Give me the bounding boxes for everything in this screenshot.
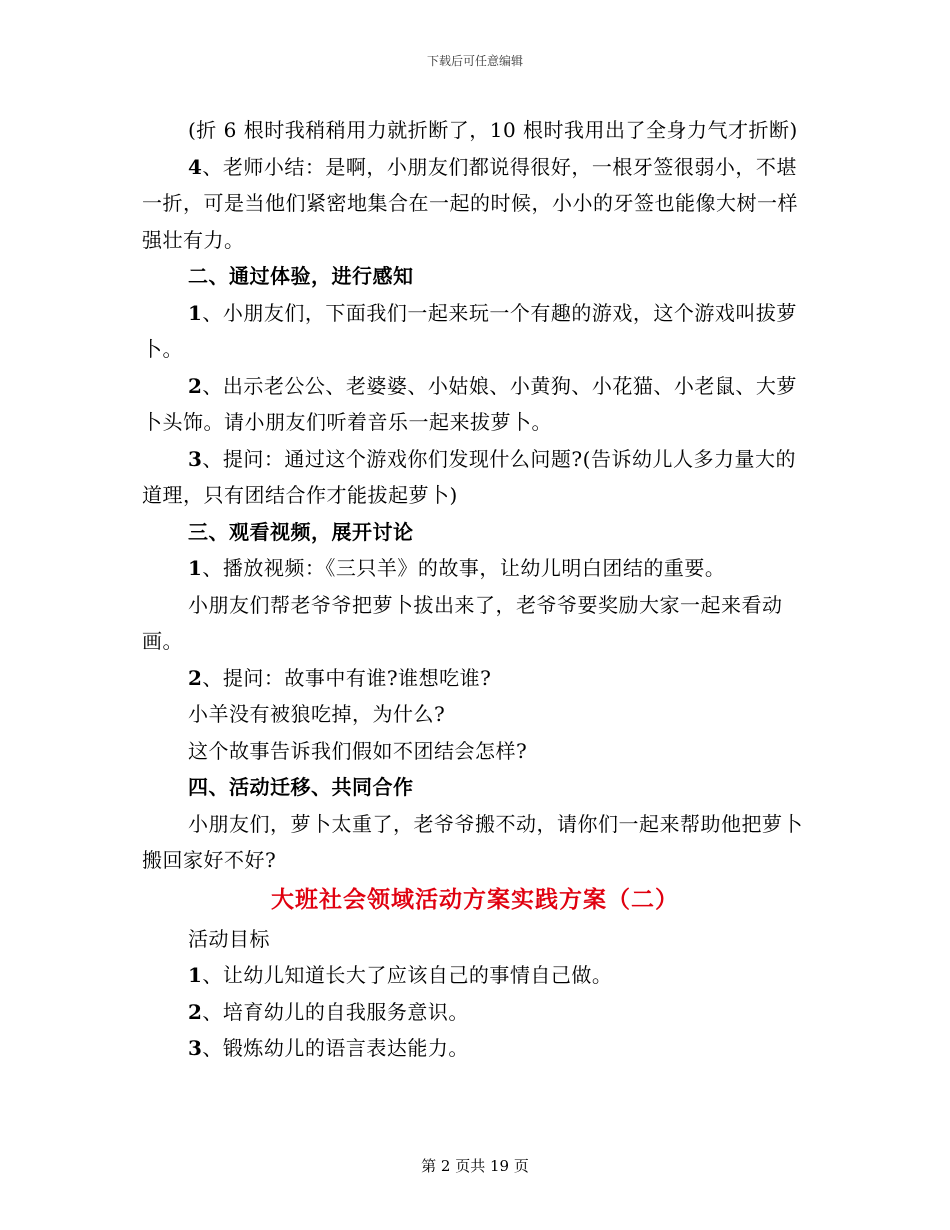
page-footer: 第 2 页共 19 页 xyxy=(421,1157,529,1175)
paragraph-goal-3: 3、锻炼幼儿的语言表达能力。 xyxy=(188,1036,469,1060)
paragraph-teacher-summary: 4、老师小结：是啊，小朋友们都说得很好，一根牙签很弱小，不堪一折，可是当他们紧密地集合在一起的时候，小小的牙签也能像大树一样强壮有力。 xyxy=(142,154,798,252)
paragraph-headwear: 2、出示老公公、老婆婆、小姑娘、小黄狗、小花猫、小老鼠、大萝卜头饰。请小朋友们听着音乐一起来拔萝卜。 xyxy=(142,373,797,434)
paragraph-help-carry: 小朋友们，萝卜太重了，老爷爷搬不动，请你们一起来帮助他把萝卜搬回家好不好? xyxy=(142,811,803,872)
paragraph-goals-label: 活动目标 xyxy=(188,926,270,951)
paragraph-game-intro: 1、小朋友们，下面我们一起来玩一个有趣的游戏，这个游戏叫拔萝卜。 xyxy=(142,300,797,361)
section-heading-3: 三、观看视频，展开讨论 xyxy=(188,519,414,544)
page-header: 下载后可任意编辑 xyxy=(426,54,523,68)
section-title: 大班社会领域活动方案实践方案（二） xyxy=(271,885,679,913)
paragraph-video: 1、播放视频：《三只羊》的故事，让幼儿明白团结的重要。 xyxy=(188,556,726,580)
paragraph-goal-2: 2、培育幼儿的自我服务意识。 xyxy=(188,999,469,1024)
section-heading-2: 二、通过体验，进行感知 xyxy=(188,264,414,288)
paragraph-goal-1: 1、让幼儿知道长大了应该自己的事情自己做。 xyxy=(188,963,613,987)
paragraph-reward: 小朋友们帮老爷爷把萝卜拔出来了，老爷爷要奖励大家一起来看动画。 xyxy=(142,592,783,653)
paragraph-sheep: 小羊没有被狼吃掉，为什么? xyxy=(188,702,446,726)
paragraph-game-question: 3、提问：通过这个游戏你们发现什么问题?(告诉幼儿人多力量大的道理，只有团结合作才能拔起萝卜) xyxy=(142,446,796,507)
section-heading-4: 四、活动迁移、共同合作 xyxy=(188,775,414,799)
document-body xyxy=(142,112,808,1067)
paragraph-story-question: 2、提问：故事中有谁?谁想吃谁? xyxy=(188,665,492,690)
paragraph-break-result: (折 6 根时我稍稍用力就折断了，10 根时我用出了全身力气才折断) xyxy=(188,118,798,142)
paragraph-unity: 这个故事告诉我们假如不团结会怎样? xyxy=(188,738,528,763)
